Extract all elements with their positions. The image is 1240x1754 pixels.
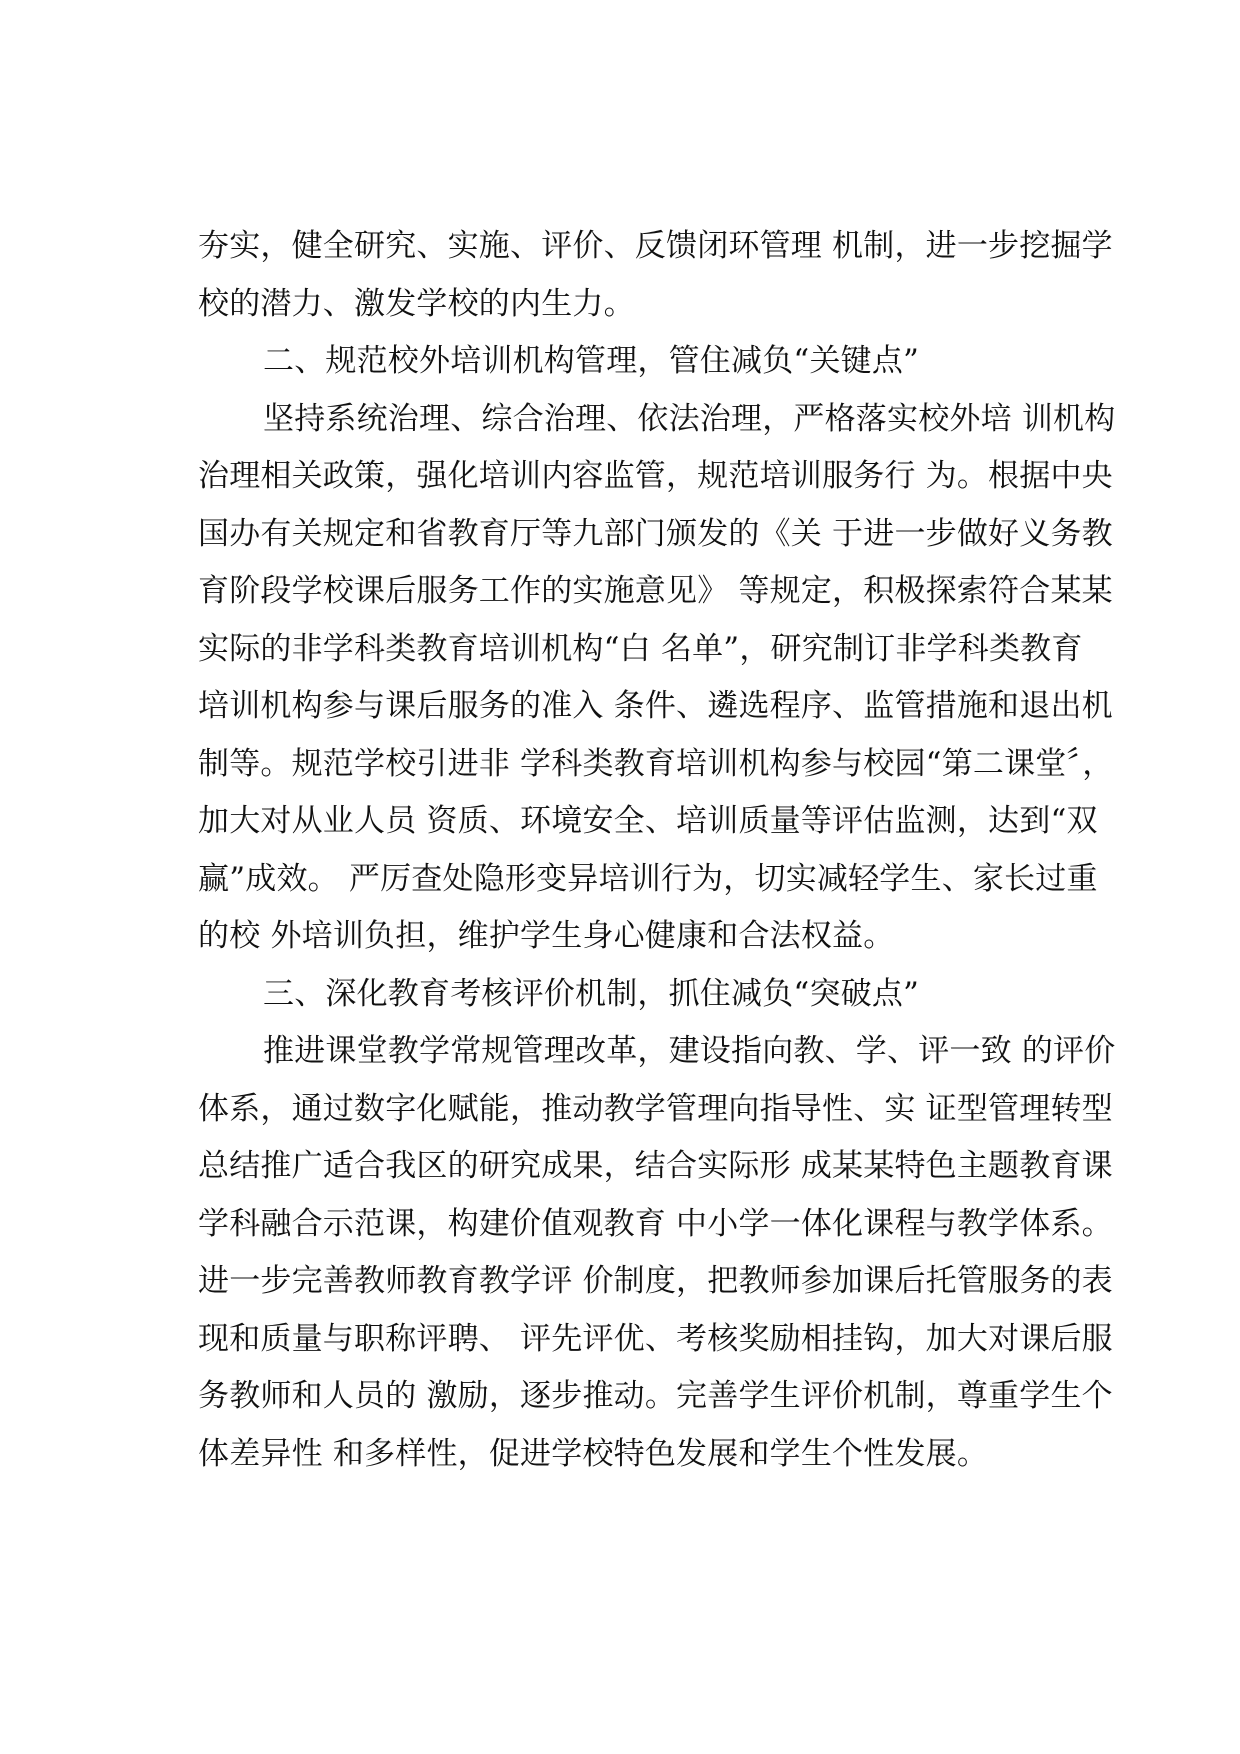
text-line: 推进课堂教学常规管理改革，建设指向教、学、评一致 的评价 [263, 1033, 1116, 1069]
text-line: 的校 外培训负担，维护学生身心健康和合法权益。 [198, 918, 895, 954]
text-line: 体差异性 和多样性，促进学校特色发展和学生个性发展。 [198, 1435, 989, 1472]
document-body [198, 218, 1116, 1483]
text-line: 国办有关规定和省教育厅等九部门颁发的《关 于进一步做好义务教 [198, 515, 1113, 552]
text-line: 总结推广适合我区的研究成果，结合实际形 成某某特色主题教育课 [198, 1148, 1113, 1184]
text-line: 培训机构参与课后服务的准入 条件、遴选程序、监管措施和退出机 [198, 688, 1113, 724]
text-line: 赢”成效。 严厉查处隐形变异培训行为，切实减轻学生、家长过重 [198, 860, 1098, 897]
text-line: 现和质量与职称评聘、 评先评优、考核奖励相挂钩，加大对课后服 [198, 1320, 1113, 1357]
text-line: 进一步完善教师教育教学评 价制度，把教师参加课后托管服务的表 [198, 1263, 1113, 1299]
text-line: 体系，通过数字化赋能，推动教学管理向指导性、实 证型管理转型 [198, 1090, 1113, 1127]
text-line: 学科融合示范课，构建价值观教育 中小学一体化课程与教学体系。 [198, 1205, 1113, 1242]
text-line: 育阶段学校课后服务工作的实施意见》 等规定，积极探索符合某某 [198, 573, 1113, 609]
text-line: 加大对从业人员 资质、环境安全、培训质量等评估监测，达到“双 [198, 803, 1098, 839]
text-line: 务教师和人员的 激励，逐步推动。完善学生评价机制，尊重学生个 [198, 1378, 1113, 1414]
text-line: 校的潜力、激发学校的内生力。 [198, 285, 635, 322]
text-line: 实际的非学科类教育培训机构“白 名单”，研究制订非学科类教育 [198, 630, 1083, 667]
section-heading: 二、规范校外培训机构管理，管住减负“关键点” [263, 343, 920, 379]
text-line: 坚持系统治理、综合治理、依法治理，严格落实校外培 训机构 [263, 400, 1116, 437]
text-line: 夯实，健全研究、实施、评价、反馈闭环管理 机制，进一步挖掘学 [198, 228, 1113, 264]
text-line: 制等。规范学校引进非 学科类教育培训机构参与校园“第二课堂〞， [198, 745, 1114, 782]
text-line: 治理相关政策，强化培训内容监管，规范培训服务行 为。根据中央 [198, 458, 1113, 494]
section-heading: 三、深化教育考核评价机制，抓住减负“突破点” [263, 975, 920, 1012]
